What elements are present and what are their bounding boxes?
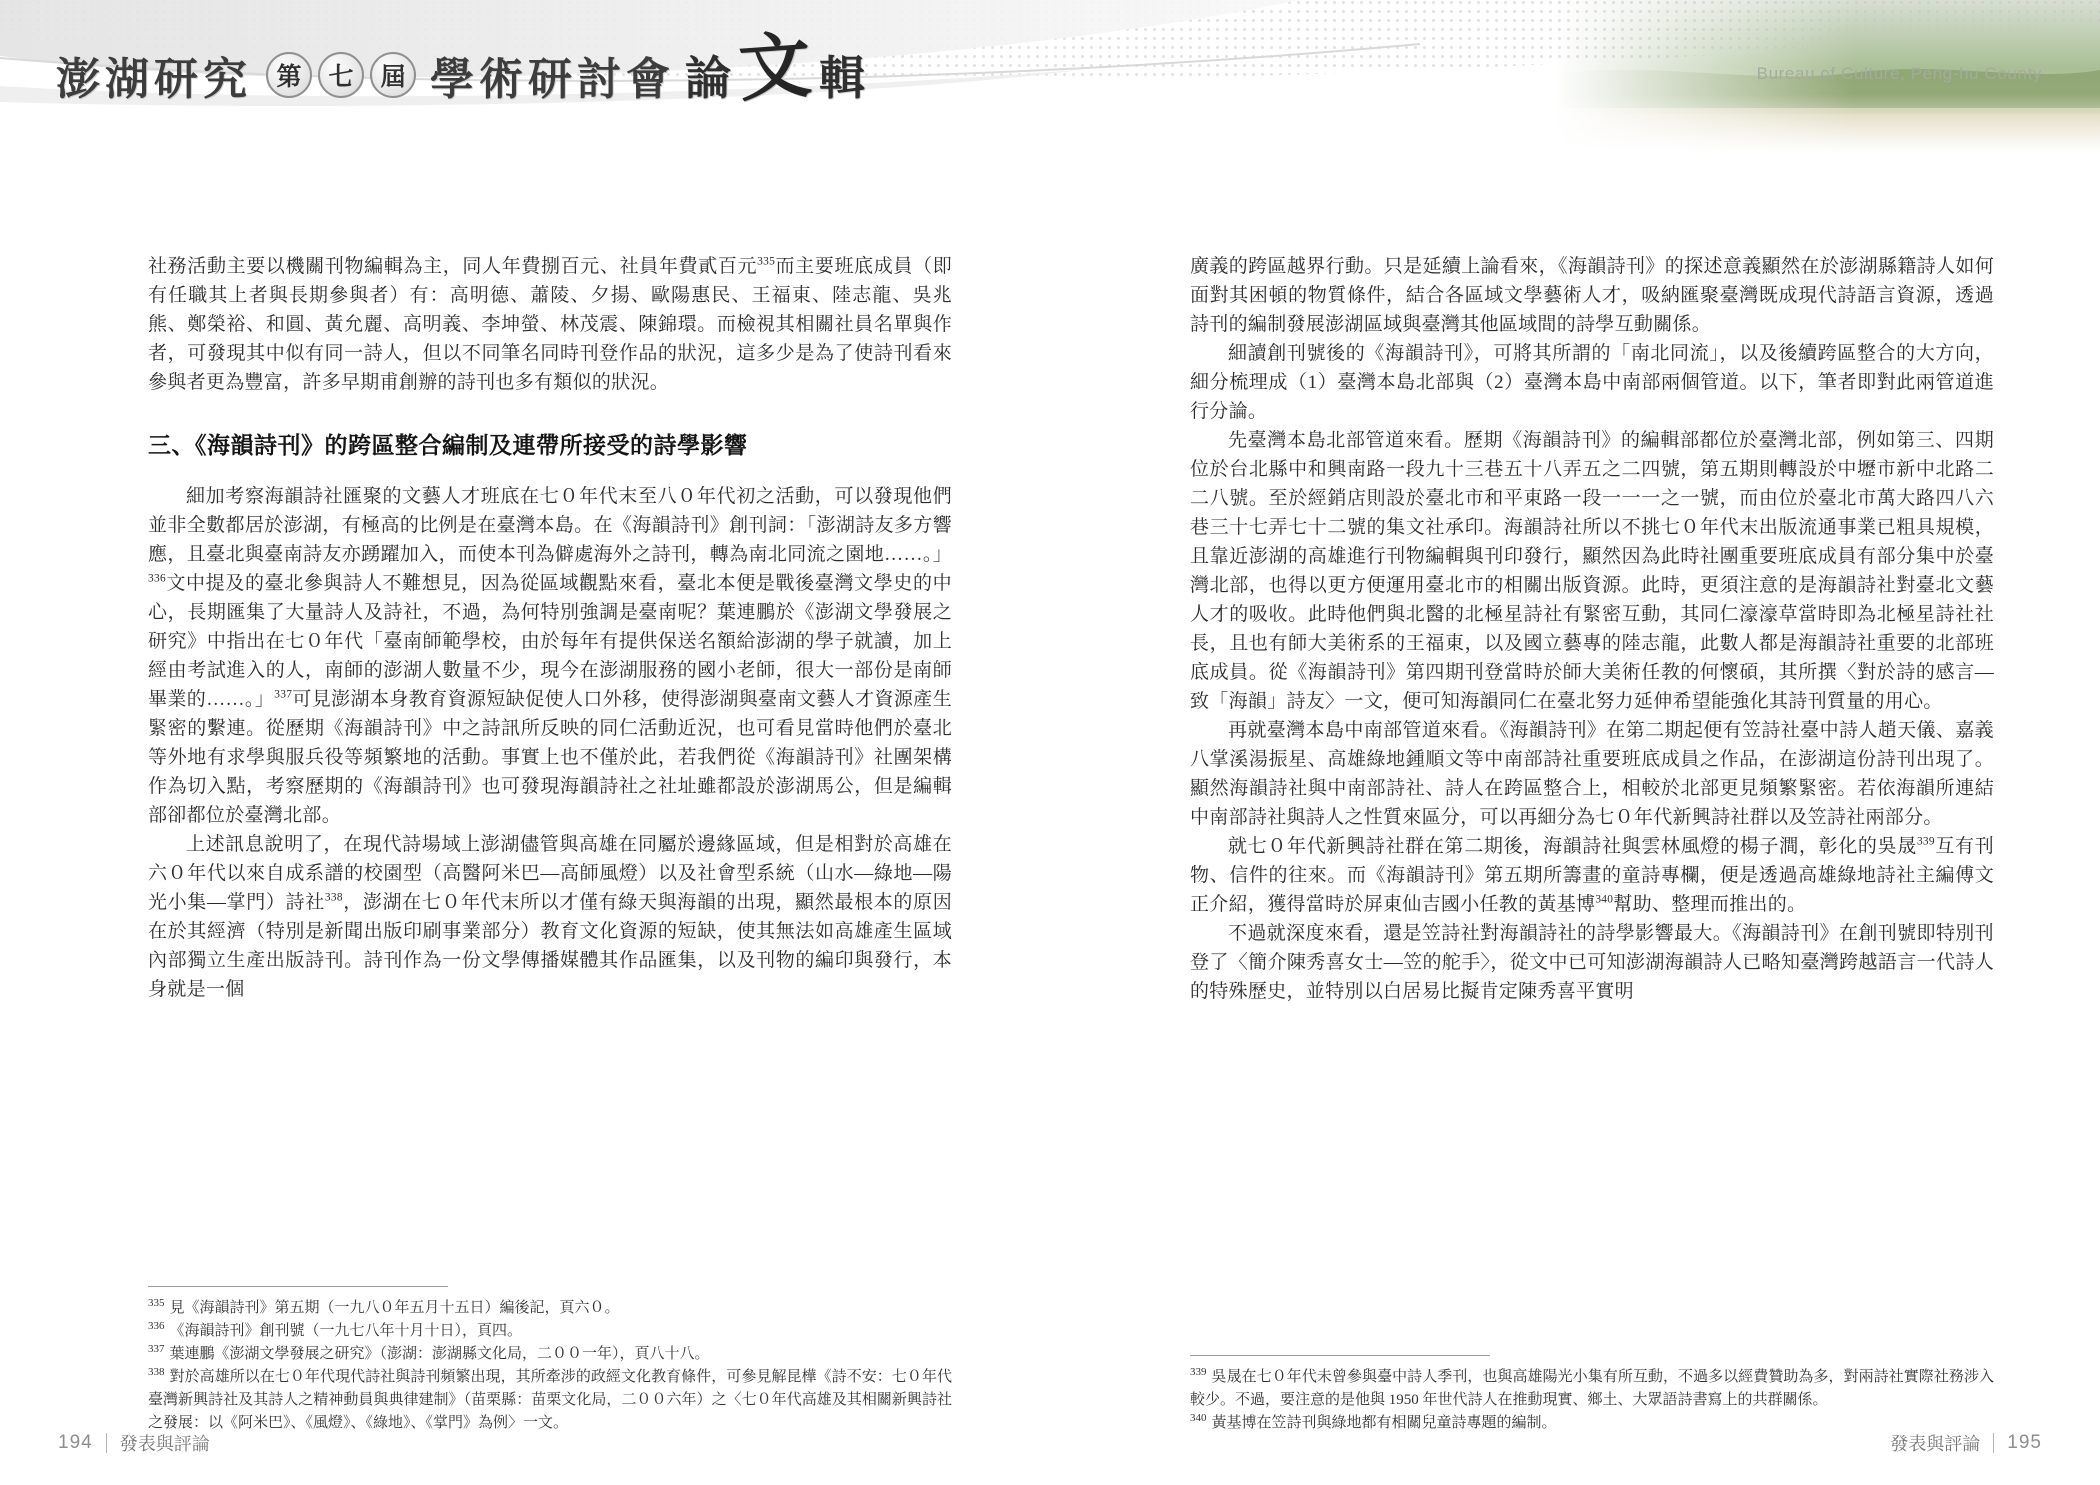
body-paragraph: 細加考察海韻詩社匯聚的文藝人才班底在七０年代末至八０年代初之活動，可以發現他們並非全數都居於澎湖，有極高的比例是在臺灣本島。在《海韻詩刊》創刊詞：「澎湖詩友多方響應，且臺北與臺南詩友亦踴躍加入，而使本刊為僻處海外之詩刊，轉為南北同流之園地……。」$^{336}$文中提及的臺北參與詩人不難想見，因為從區域觀點來看，臺北本便是戰後臺灣文學史的中心，長期匯集了大量詩人及詩社，不過，為何特別強調是臺南呢？葉連鵬於《澎湖文學發展之研究》中指出在七０年代「臺南師範學校，由於每年有提供保送名額給澎湖的學子就讀，加上經由考試進入的人，南師的澎湖人數量不少，現今在澎湖服務的國小老師，很大一部份是南師畢業的……。」$^{337}$可見澎湖本身教育資源短缺促使人口外移，使得澎湖與臺南文藝人才資源產生緊密的繫連。從歷期《海韻詩刊》中之詩訊所反映的同仁活動近況，也可看見當時他們於臺北等外地有求學與服兵役等頻繁地的活動。事實上也不僅於此，若我們從《海韻詩刊》社團架構作為切入點，考察歷期的《海韻詩刊》也可發現海韻詩社之社址雖都設於澎湖馬公，但是編輯部卻都位於臺灣北部。 bbox=[148, 486, 952, 826]
page-header bbox=[0, 0, 2100, 175]
body-paragraph: 就七０年代新興詩社群在第二期後，海韻詩社與雲林風燈的楊子澗，彰化的吳晟$^{339}$互有刊物、信件的往來。而《海韻詩刊》第五期所籌畫的童詩專欄，便是透過高雄綠地詩社主編傅文正介紹，獲得當時於屏東仙吉國小任教的黃基博$^{340}$幫助、整理而推出的。 bbox=[1190, 835, 1994, 915]
proceedings-title-char: 論 bbox=[685, 53, 731, 104]
page-number: 195 bbox=[2007, 1432, 2042, 1453]
conference-title: 學術研討會 bbox=[430, 55, 675, 104]
bureau-caption: Bureau of Culture, Peng-hu County bbox=[1756, 64, 2042, 83]
footnote-text: 對於高雄所以在七０年代現代詩社與詩刊頻繁出現，其所牽涉的政經文化教育條件，可參見解昆樺《詩不安：七０年代臺灣新興詩社及其詩人之精神動員與典律建制》（苗栗縣：苗栗文化局，二００六年）之〈七０年代高雄及其相關新興詩社之發展：以《阿米巴》、《風燈》、《綠地》、《掌門》為例〉一文。 bbox=[148, 1369, 952, 1431]
footnote-number: 337 bbox=[148, 1343, 165, 1355]
body-paragraph: 上述訊息說明了，在現代詩場域上澎湖儘管與高雄在同屬於邊緣區域，但是相對於高雄在六０年代以來自成系譜的校園型（高醫阿米巴—高師風燈）以及社會型系統（山水—綠地—陽光小集—掌門）詩社$^{338}$，澎湖在七０年代末所以才僅有綠天與海韻的出現，顯然最根本的原因在於其經濟（特別是新聞出版印刷事業部分）教育文化資源的短缺，使其無法如高雄產生區域內部獨立生產出版詩刊。詩刊作為一份文學傳播媒體其作品匯集，以及刊物的編印與發行，本身就是一個 bbox=[148, 834, 952, 1000]
badge-char: 第 bbox=[266, 52, 312, 98]
page-left bbox=[148, 252, 952, 1435]
body-paragraph: 細讀創刊號後的《海韻詩刊》，可將其所謂的「南北同流」，以及後續跨區整合的大方向，細分梳理成（1）臺灣本島北部與（2）臺灣本島中南部兩個管道。以下，筆者即對此兩管道進行分論。 bbox=[1190, 343, 1994, 422]
footnote bbox=[1190, 1412, 1994, 1435]
section-heading: 三、《海韻詩刊》的跨區整合編制及連帶所接受的詩學影響 bbox=[148, 433, 748, 458]
page-number: 194 bbox=[58, 1432, 93, 1453]
footnote-number: 336 bbox=[148, 1320, 165, 1332]
footnote-number: 340 bbox=[1190, 1412, 1207, 1424]
page-right-body bbox=[1190, 252, 1994, 1349]
footer-divider bbox=[106, 1433, 107, 1453]
footnote-number: 339 bbox=[1190, 1366, 1207, 1378]
footer-right bbox=[1890, 1430, 2042, 1456]
body-paragraph: 社務活動主要以機關刊物編輯為主，同人年費捌百元、社員年費貳百元$^{335}$而主要班底成員（即有任職其上者與長期參與者）有：高明德、蕭陵、夕揚、歐陽惠民、王福東、陸志龍、吳兆熊、鄭榮裕、和圓、黃允麗、高明義、李坤螢、林茂震、陳錦環。而檢視其相關社員名單與作者，可發現其中似有同一詩人，但以不同筆名同時刊登作品的狀況，這多少是為了使詩刊看來參與者更為豐富，許多早期甫創辦的詩刊也多有類似的狀況。 bbox=[148, 255, 952, 393]
body-paragraph: 廣義的跨區越界行動。只是延續上論看來，《海韻詩刊》的探述意義顯然在於澎湖縣籍詩人如何面對其困頓的物質條件，結合各區域文學藝術人才，吸納匯聚臺灣既成現代詩語言資源，透過詩刊的編制發展澎湖區域與臺灣其他區域間的詩學互動關係。 bbox=[1190, 256, 1994, 335]
badge-char: 七 bbox=[318, 52, 364, 98]
page-right bbox=[1190, 252, 1994, 1435]
proceedings-title-logo bbox=[56, 25, 866, 111]
footnote-rule bbox=[1190, 1355, 1490, 1356]
footnote bbox=[148, 1297, 952, 1320]
footnote-text: 黃基博在笠詩刊與綠地都有相關兒童詩專題的編制。 bbox=[1211, 1415, 1557, 1431]
footnote-text: 《海韻詩刊》創刊號（一九七八年十月十日），頁四。 bbox=[169, 1323, 523, 1339]
footnote bbox=[148, 1320, 952, 1343]
section-label: 發表與評論 bbox=[1890, 1434, 1981, 1454]
footnote-number: 335 bbox=[148, 1297, 165, 1309]
footnote-text: 見《海韻詩刊》第五期（一九八０年五月十五日）編後記，頁六０。 bbox=[169, 1300, 620, 1316]
footnotes-left bbox=[148, 1280, 952, 1435]
footnote-rule bbox=[148, 1286, 448, 1287]
footnotes-right bbox=[1190, 1349, 1994, 1435]
footnote-text: 吳晟在七０年代未曾參與臺中詩人季刊，也與高雄陽光小集有所互動，不過多以經費贊助為多，對兩詩社實際社務涉入較少。不過，要注意的是他與 1950 年世代詩人在推動現實、鄉土、大眾語詩書寫上的共群關係。 bbox=[1190, 1369, 1994, 1408]
footnote bbox=[148, 1366, 952, 1435]
footer-divider bbox=[1993, 1433, 1994, 1453]
body-paragraph: 再就臺灣本島中南部管道來看。《海韻詩刊》在第二期起便有笠詩社臺中詩人趙天儀、嘉義八掌溪湯振星、高雄綠地鍾順文等中南部詩社重要班底成員之作品，在澎湖這份詩刊出現了。顯然海韻詩社與中南部詩社、詩人在跨區整合上，相較於北部更見頻繁緊密。若依海韻所連結中南部詩社與詩人之性質來區分，可以再細分為七０年代新興詩社群以及笠詩社兩部分。 bbox=[1190, 720, 1994, 828]
footnote bbox=[1190, 1366, 1994, 1412]
session-badge bbox=[266, 52, 416, 98]
badge-char: 屆 bbox=[370, 52, 416, 98]
body-paragraph: 先臺灣本島北部管道來看。歷期《海韻詩刊》的編輯部都位於臺灣北部，例如第三、四期位於台北縣中和興南路一段九十三巷五十八弄五之二四號，第五期則轉設於中壢市新中北路二二八號。至於經銷店則設於臺北市和平東路一段一一一之一號，而由位於臺北市萬大路四八六巷三十七弄七十二號的集文社承印。海韻詩社所以不挑七０年代末出版流通事業已粗具規模，且靠近澎湖的高雄進行刊物編輯與刊印發行，顯然因為此時社團重要班底成員有部分集中於臺灣北部，也得以更方便運用臺北市的相關出版資源。此時，更須注意的是海韻詩社對臺北文藝人才的吸收。此時他們與北醫的北極星詩社有緊密互動，其同仁濠濠草當時即為北極星詩社社長，且也有師大美術系的王福東，以及國立藝專的陸志龍，此數人都是海韻詩社重要的北部班底成員。從《海韻詩刊》第四期刊登當時於師大美術任教的何懷碩，其所撰〈對於詩的感言—致「海韻」詩友〉一文，便可知海韻同仁在臺北努力延伸希望能強化其詩刊質量的用心。 bbox=[1190, 430, 1994, 712]
section-label: 發表與評論 bbox=[119, 1434, 210, 1454]
proceedings-title-char: 輯 bbox=[819, 53, 866, 104]
series-title: 澎湖研究 bbox=[56, 55, 252, 104]
footnote-text: 葉連鵬《澎湖文學發展之研究》（澎湖：澎湖縣文化局，二００一年），頁八十八。 bbox=[169, 1346, 710, 1362]
proceedings-title-char-stylized: 文 bbox=[736, 25, 814, 111]
body-paragraph: 不過就深度來看，還是笠詩社對海韻詩社的詩學影響最大。《海韻詩刊》在創刊號即特別刊登了〈簡介陳秀喜女士—笠的舵手〉，從文中已可知澎湖海韻詩人已略知臺灣跨越語言一代詩人的特殊歷史，並特別以白居易比擬肯定陳秀喜平實明 bbox=[1190, 923, 1994, 1002]
footnote-number: 338 bbox=[148, 1366, 165, 1378]
footnote bbox=[148, 1343, 952, 1366]
footer-left bbox=[58, 1430, 210, 1456]
page-left-body bbox=[148, 252, 952, 1280]
